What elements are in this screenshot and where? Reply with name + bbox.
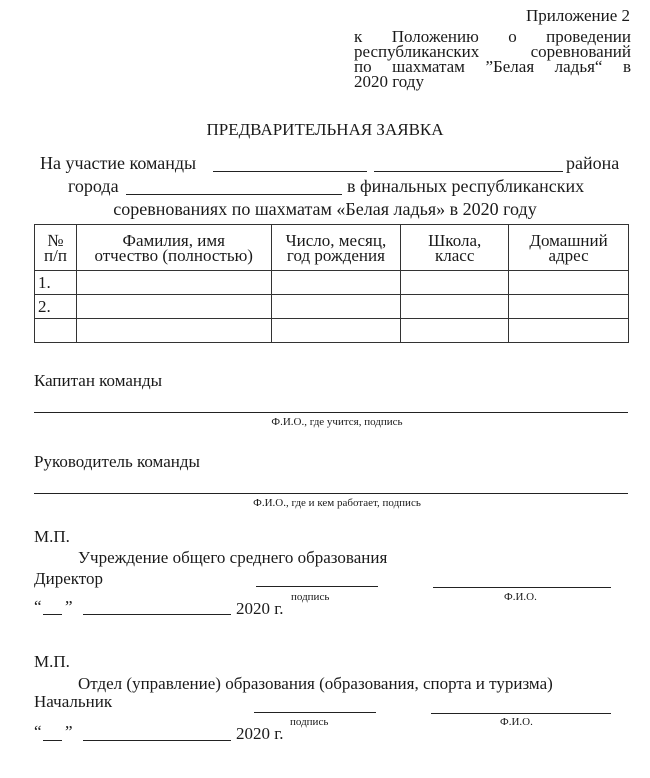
home-address-cell[interactable] <box>509 295 629 319</box>
director-sign-caption: подпись <box>291 591 330 603</box>
school-class-cell[interactable] <box>401 319 509 343</box>
director-signature-field[interactable] <box>256 586 378 587</box>
full-name-cell[interactable] <box>76 271 271 295</box>
captain-label: Капитан команды <box>34 371 163 390</box>
head-sign-caption: подпись <box>290 716 329 728</box>
dept-org: Отдел (управление) образования (образования, спорта и туризма) <box>78 674 553 693</box>
leader-label: Руководитель команды <box>34 452 200 471</box>
row-number <box>35 319 77 343</box>
school-date-close-quote: ” <box>65 597 73 616</box>
table-row <box>35 271 629 295</box>
dept-date-close-quote: ” <box>65 722 73 741</box>
header-number: № п/п <box>35 225 77 271</box>
dept-date-month-field[interactable] <box>83 740 231 741</box>
captain-caption: Ф.И.О., где учится, подпись <box>271 416 403 428</box>
row-number: 1. <box>35 271 77 295</box>
school-class-cell[interactable] <box>401 295 509 319</box>
appendix-line: к Положению о проведении <box>354 27 631 46</box>
header-school-class: Школа, класс <box>401 225 509 271</box>
intro-line1-prefix: На участие команды <box>40 153 197 173</box>
table-row <box>35 319 629 343</box>
school-date-open-quote: “ <box>34 597 42 616</box>
appendix-title: Приложение 2 <box>526 6 630 25</box>
appendix-line: по шахматам ”Белая ладья“ в <box>354 57 631 76</box>
school-org: Учреждение общего среднего образования <box>78 548 388 567</box>
dept-date-open-quote: “ <box>34 722 42 741</box>
full-name-cell[interactable] <box>76 319 271 343</box>
school-date-year: 2020 г. <box>236 599 284 618</box>
header-full-name: Фамилия, имя отчество (полностью) <box>76 225 271 271</box>
school-date-month-field[interactable] <box>83 614 231 615</box>
header-birth-date: Число, месяц, год рождения <box>271 225 401 271</box>
birth-date-cell[interactable] <box>271 319 401 343</box>
document-title: ПРЕДВАРИТЕЛЬНАЯ ЗАЯВКА <box>206 120 444 139</box>
leader-caption: Ф.И.О., где и кем работает, подпись <box>253 497 421 509</box>
city-field[interactable] <box>126 194 342 195</box>
dept-date-day-field[interactable] <box>43 740 62 741</box>
leader-signature-field[interactable] <box>34 493 628 494</box>
table-header-row <box>35 225 629 271</box>
intro-line2-suffix: в финальных республиканских <box>347 176 585 196</box>
head-signature-field[interactable] <box>254 712 376 713</box>
birth-date-cell[interactable] <box>271 271 401 295</box>
head-name-caption: Ф.И.О. <box>500 716 533 728</box>
entries-table <box>34 224 629 343</box>
intro-line3: соревнованиях по шахматам «Белая ладья» в 2020 году <box>113 199 537 219</box>
director-name-caption: Ф.И.О. <box>504 591 537 603</box>
school-date-day-field[interactable] <box>43 614 62 615</box>
home-address-cell[interactable] <box>509 271 629 295</box>
head-name-field[interactable] <box>431 713 611 714</box>
dept-role: Начальник <box>34 692 113 711</box>
school-role: Директор <box>34 569 103 588</box>
intro-line1-suffix: района <box>566 153 620 173</box>
birth-date-cell[interactable] <box>271 295 401 319</box>
row-number: 2. <box>35 295 77 319</box>
dept-stamp-label: М.П. <box>34 652 70 671</box>
district-field[interactable] <box>374 171 563 172</box>
intro-line2-prefix: города <box>68 176 119 196</box>
full-name-cell[interactable] <box>76 295 271 319</box>
appendix-line: 2020 году <box>354 72 424 91</box>
director-name-field[interactable] <box>433 587 611 588</box>
dept-date-year: 2020 г. <box>236 724 284 743</box>
school-stamp-label: М.П. <box>34 527 70 546</box>
table-row <box>35 295 629 319</box>
appendix-reference <box>354 29 631 89</box>
school-class-cell[interactable] <box>401 271 509 295</box>
header-home-address: Домашний адрес <box>509 225 629 271</box>
team-name-field[interactable] <box>213 171 367 172</box>
captain-signature-field[interactable] <box>34 412 628 413</box>
home-address-cell[interactable] <box>509 319 629 343</box>
appendix-line: республиканских соревнований <box>354 42 631 61</box>
